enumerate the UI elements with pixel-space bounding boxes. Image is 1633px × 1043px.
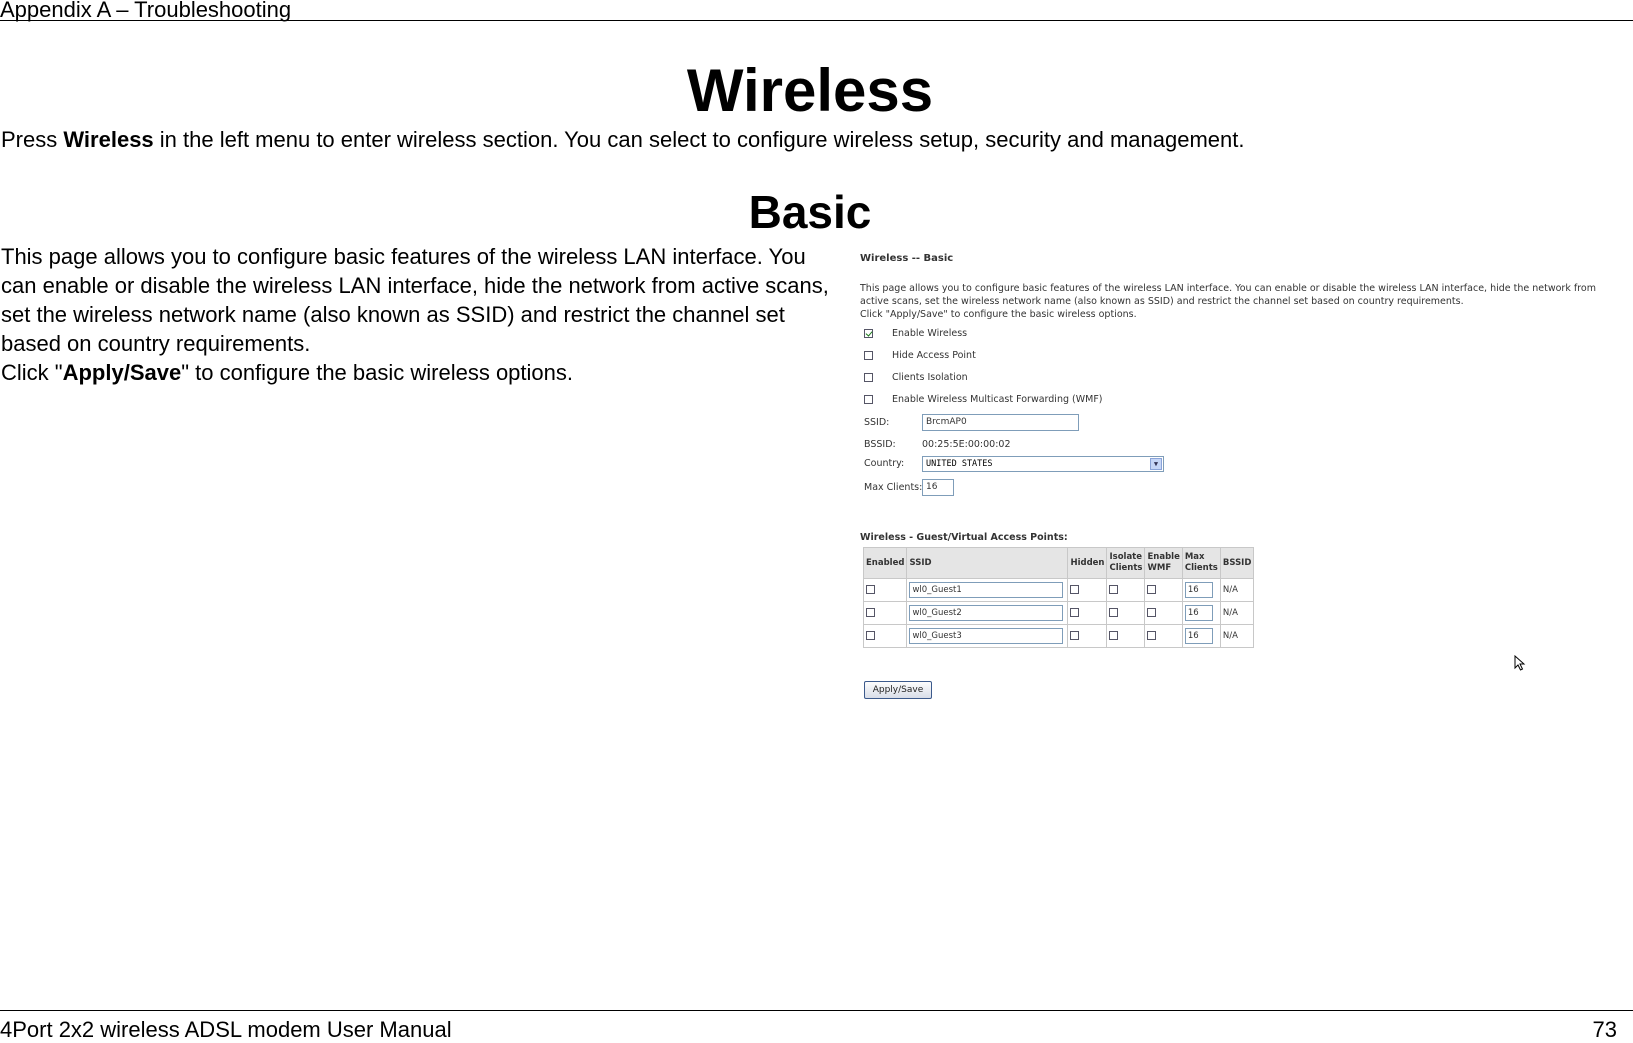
table-row [864,579,1254,602]
apply-save-button[interactable]: Apply/Save [864,681,932,699]
click-instruction [1,358,831,387]
max-clients-label: Max Clients: [864,482,923,493]
col-max-clients: Max Clients [1182,548,1220,579]
guest3-hidden-checkbox[interactable] [1070,631,1079,640]
enable-wireless-checkbox[interactable] [864,329,873,338]
hide-access-point-checkbox[interactable] [864,351,873,360]
guest2-wmf-checkbox[interactable] [1147,608,1156,617]
guest1-ssid-input[interactable]: wl0_Guest1 [909,582,1063,598]
subsection-title: Basic [748,186,872,238]
clients-isolation-label: Clients Isolation [892,372,968,383]
col-enabled: Enabled [864,548,907,579]
section-title: Wireless [686,57,934,124]
guest3-wmf-checkbox[interactable] [1147,631,1156,640]
bssid-value: 00:25:5E:00:00:02 [922,439,1011,450]
guest3-max-input[interactable]: 16 [1185,628,1213,644]
chevron-down-icon[interactable]: ▼ [1150,458,1162,470]
col-ssid: SSID [907,548,1068,579]
table-header-row [864,548,1254,579]
guest1-bssid: N/A [1220,579,1254,602]
guest-ap-table [863,547,1254,648]
mouse-cursor-icon [1514,655,1526,671]
click-text-bold: Apply/Save [62,360,182,385]
ssid-input[interactable]: BrcmAP0 [922,414,1079,431]
screenshot-title: Wireless -- Basic [860,253,954,264]
col-isolate-clients: Isolate Clients [1107,548,1145,579]
guest1-isolate-checkbox[interactable] [1109,585,1118,594]
table-row [864,602,1254,625]
guest3-ssid-input[interactable]: wl0_Guest3 [909,628,1063,644]
country-select-value: UNITED STATES [926,459,993,469]
guest2-isolate-checkbox[interactable] [1109,608,1118,617]
hide-access-point-label: Hide Access Point [892,350,976,361]
country-label: Country: [864,458,905,469]
guest3-enabled-checkbox[interactable] [866,631,875,640]
enable-wmf-checkbox[interactable] [864,395,873,404]
subsection-description [1,242,831,387]
screenshot-text [860,282,1615,321]
col-enable-wmf: Enable WMF [1145,548,1182,579]
guest3-isolate-checkbox[interactable] [1109,631,1118,640]
guest1-wmf-checkbox[interactable] [1147,585,1156,594]
country-select[interactable] [922,456,1164,472]
guest1-hidden-checkbox[interactable] [1070,585,1079,594]
page-number: 73 [1592,1017,1617,1042]
description-paragraph: This page allows you to configure basic features of the wireless LAN interface. You can enable or disable the wireless LAN interface, hide the network from active scans, set the wireless network name (also known as SSID) and restrict the channel set based on country requirements. [1,244,829,356]
guest3-bssid: N/A [1220,625,1254,648]
enable-wireless-label: Enable Wireless [892,328,968,339]
guest2-hidden-checkbox[interactable] [1070,608,1079,617]
guest1-max-input[interactable]: 16 [1185,582,1213,598]
clients-isolation-checkbox[interactable] [864,373,873,382]
header-title: Appendix A – Troubleshooting [0,0,292,22]
guest2-ssid-input[interactable]: wl0_Guest2 [909,605,1063,621]
screenshot-text-click: Click "Apply/Save" to configure the basic wireless options. [860,309,1137,320]
bssid-label: BSSID: [864,439,896,450]
click-text-post: " to configure the basic wireless options. [181,360,573,385]
intro-text-pre: Press [1,127,64,152]
footer-manual-title: 4Port 2x2 wireless ADSL modem User Manual [0,1017,452,1042]
col-bssid: BSSID [1220,548,1254,579]
guest2-bssid: N/A [1220,602,1254,625]
enable-wmf-label: Enable Wireless Multicast Forwarding (WMF) [892,394,1103,405]
intro-text-post: in the left menu to enter wireless section. You can select to configure wireless setup, security and management. [153,127,1245,152]
table-row [864,625,1254,648]
ssid-label: SSID: [864,417,890,428]
click-text-pre: Click " [1,360,63,385]
guest1-enabled-checkbox[interactable] [866,585,875,594]
guest-ap-title: Wireless - Guest/Virtual Access Points: [860,532,1068,543]
wireless-basic-screenshot [850,245,1630,735]
section-intro [1,125,1245,155]
guest2-max-input[interactable]: 16 [1185,605,1213,621]
screenshot-text-body: This page allows you to configure basic features of the wireless LAN interface. You can enable or disable the wireless LAN interface, hide the network from active scans, set the wireless network name (also known as SSID) and restrict the channel set based on country requirements. [860,283,1596,307]
guest2-enabled-checkbox[interactable] [866,608,875,617]
page-footer [0,1010,1633,1042]
intro-text-bold: Wireless [63,127,154,152]
max-clients-input[interactable]: 16 [922,479,954,496]
page-header [0,0,1633,21]
col-hidden: Hidden [1068,548,1107,579]
